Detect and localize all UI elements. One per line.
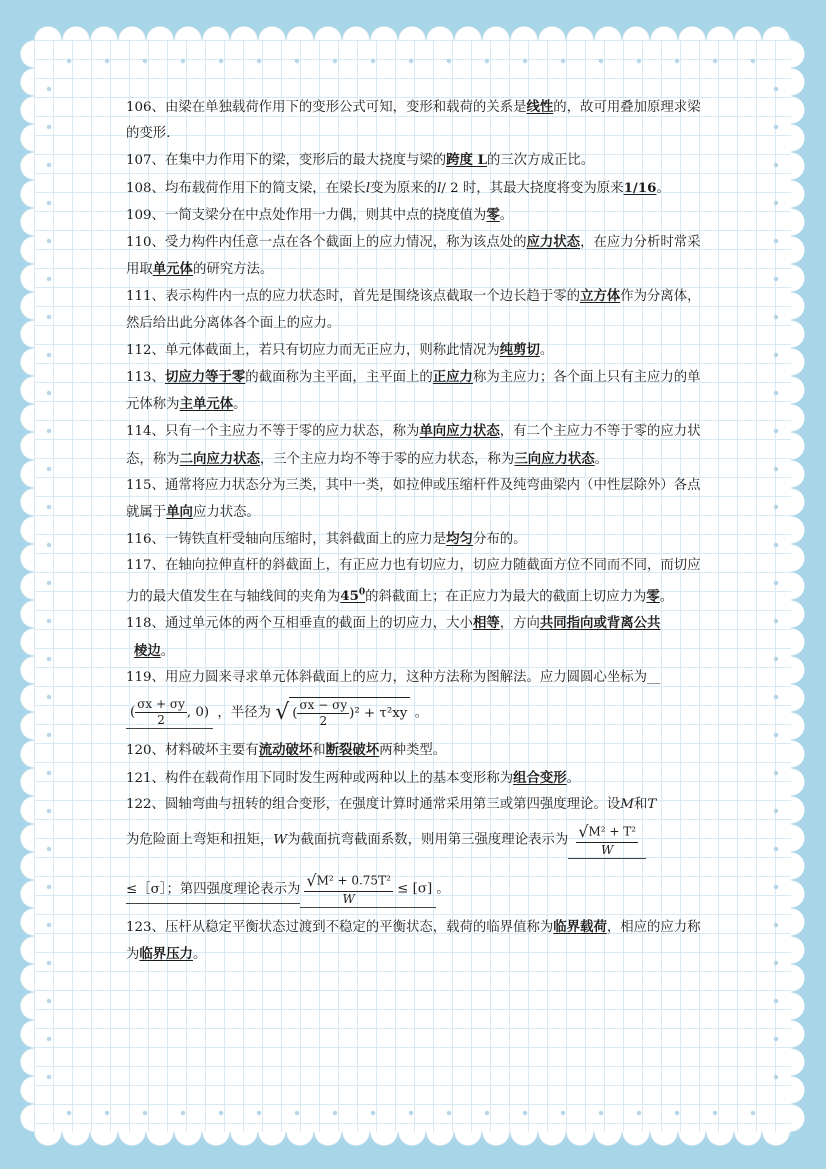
dot-row-bottom xyxy=(50,1110,776,1116)
radius-formula: ( $\frac{\sigma x - \sigma y}{2}$ )² + τ²xy xyxy=(289,697,410,729)
dot-column-right xyxy=(773,70,779,1100)
item-121: 121、构件在载荷作用下同时发生两种或两种以上的基本变形称为组合变形。 xyxy=(126,769,581,786)
center-fraction: $\frac{\sigma x + \sigma y}{2}$ xyxy=(137,697,185,728)
item-119-formulas: ( $\frac{\sigma x + \sigma y}{2}$ , 0) ，半径为 √ ( $\frac{\sigma x - \sigma y}{2}$ )² + τ²xy 。 xyxy=(126,691,706,738)
item-111: 111、表示构件内一点的应力状态时，首先是围绕该点截取一个边长趋于零的立方体作为分离体，然后给出此分离体各个面上的应力。 xyxy=(126,288,701,331)
item-109: 109、一简支梁分在中点处作用一力偶，则其中点的挠度值为零。 xyxy=(126,206,514,223)
item-108: 108、均布载荷作用下的简支梁，在梁长l变为原来的l/ 2 时，其最大挠度将变为原来1/16。 xyxy=(126,179,670,196)
dot-column-left xyxy=(46,70,52,1100)
item-119-text: 119、用应力圆来寻求单元体斜截面上的应力，这种方法称为图解法。应力圆圆心坐标为__ xyxy=(126,669,661,685)
center-coordinate-answer: ( $\frac{\sigma x + \sigma y}{2}$ , 0) xyxy=(126,697,213,729)
item-116: 116、一铸铁直杆受轴向压缩时，其斜截面上的应力是均匀分布的。 xyxy=(126,531,527,548)
third-theory-inequality: ≤［σ］；第四强度理论表示为 xyxy=(126,877,300,904)
item-106: 106、由梁在单独载荷作用下的变形公式可知，变形和载荷的关系是线性的，故可用叠加原理求梁的变形. xyxy=(126,99,701,142)
radical-sign: √ xyxy=(275,699,290,725)
item-118: 118、通过单元体的两个互相垂直的截面上的切应力，大小相等，方向共同指向或背离公共 棱边。 xyxy=(126,615,661,659)
item-119 xyxy=(126,665,706,738)
third-theory-answer: $\frac{\text{√M² + T²}}{W}$ xyxy=(568,822,646,859)
item-123: 123、压杆从稳定平衡状态过渡到不稳定的平衡状态，载荷的临界值称为临界载荷，相应的应力称为临界压力。 xyxy=(126,919,701,963)
document-body xyxy=(126,94,706,968)
item-120: 120、材料破坏主要有流动破坏和断裂破坏两种类型。 xyxy=(126,742,447,759)
item-117: 117、在轴向拉伸直杆的斜截面上，有正应力也有切应力，切应力随截面方位不同而不同，而切应力的最大值发生在与轴线间的夹角为$45^0$的斜截面上；在正应力为最大的截面上切应力为零。 xyxy=(126,558,701,605)
item-122: 122、圆轴弯曲与扭转的组合变形，在强度计算时通常采用第三或第四强度理论。设M和T 为危险面上弯矩和扭矩，W为截面抗弯截面系数，则用第三强度理论表示为 $\frac{\text{√M² + T²}}{W}$ ≤［σ］；第四强度理论表示为 $\frac{\text{√M² + 0.75T²}}{W}$ ≤ [σ] 。 xyxy=(126,796,657,907)
dot-row-top xyxy=(50,58,776,64)
item-115: 115、通常将应力状态分为三类，其中一类，如拉伸或压缩杆件及纯弯曲梁内（中性层除外）各点就属于单向应力状态。 xyxy=(126,477,701,521)
item-107: 107、在集中力作用下的梁，变形后的最大挠度与梁的跨度 L的三次方成正比。 xyxy=(126,152,595,169)
item-112: 112、单元体截面上，若只有切应力而无正应力，则称此情况为纯剪切。 xyxy=(126,341,554,358)
item-114: 114、只有一个主应力不等于零的应力状态，称为单向应力状态，有二个主应力不等于零的应力状态，称为二向应力状态，三个主应力均不等于零的应力状态，称为三向应力状态。 xyxy=(126,423,701,467)
item-110: 110、受力构件内任意一点在各个截面上的应力情况，称为该点处的应力状态，在应力分析时常采用取单元体的研究方法。 xyxy=(126,234,701,278)
fourth-theory-answer: $\frac{\text{√M² + 0.75T²}}{W}$ ≤ [σ] xyxy=(300,871,436,908)
item-113: 113、切应力等于零的截面称为主平面，主平面上的正应力称为主应力；各个面上只有主应力的单元体称为主单元体。 xyxy=(126,369,701,413)
